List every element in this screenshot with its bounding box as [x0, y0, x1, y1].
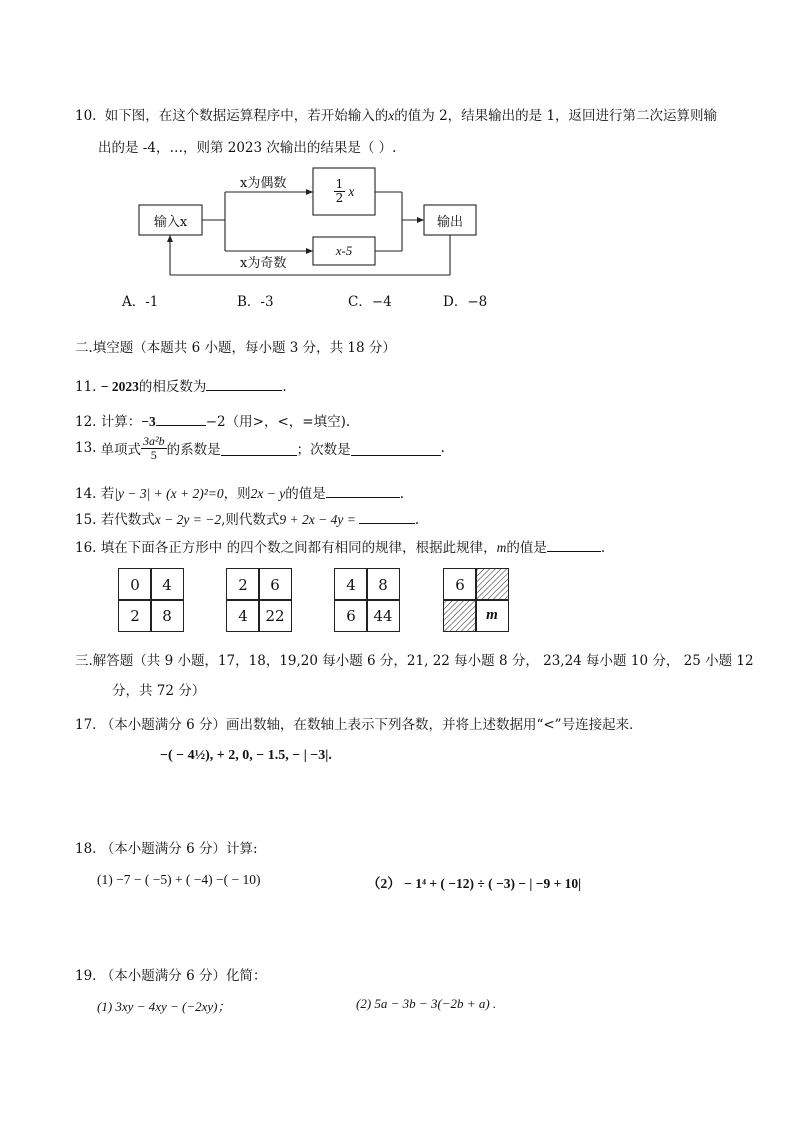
grid-cell: 2	[130, 606, 140, 625]
q11: 11. − 2023的相反数为 .	[75, 379, 287, 395]
q15-blank[interactable]	[359, 523, 415, 524]
grid-cell-m: m	[486, 607, 498, 623]
q13-blank-1[interactable]	[221, 441, 297, 456]
q13-blank-2[interactable]	[351, 441, 441, 456]
q17-numbers: −( − 4½), + 2, 0, − 1.5, − | −3|.	[160, 748, 332, 763]
grid-cell: 8	[162, 606, 172, 625]
grid-cell: 6	[270, 575, 280, 594]
flow-half-box: $\frac{1}{2}$ x	[335, 177, 355, 205]
grid-cell: 4	[238, 606, 248, 625]
q10-line2: 出的是 -4，…，则第 2023 次输出的结果是（ ）.	[98, 140, 397, 156]
q14-blank[interactable]	[326, 497, 400, 498]
q16-grid-1	[118, 568, 184, 632]
q10-line1: 10. 如下图，在这个数据运算程序中，若开始输入的x的值为 2，结果输出的是 1，返回进行第二次运算则输	[75, 108, 718, 124]
grid-cell: 44	[373, 606, 393, 625]
q17: 17. （本小题满分 6 分）画出数轴，在数轴上表示下列各数，并将上述数据用“<”号连接起来．	[75, 717, 643, 733]
q16: 16. 填在下面各正方形中 的四个数之间都有相同的规律，根据此规律，m的值是 .	[75, 540, 606, 556]
q15: 15. 若代数式x − 2y = −2,则代数式9 + 2x − 4y = .	[75, 512, 420, 528]
q19: 19. （本小题满分 6 分）化简：	[75, 968, 267, 984]
section3-title-line1: 三.解答题（共 9 小题，17，18，19,20 每小题 6 分，21, 22 每小题 8 分， 23,24 每小题 10 分， 25 小题 12	[75, 653, 754, 669]
grid-cell: 6	[455, 575, 465, 594]
flow-input-box: 输入x	[153, 214, 188, 230]
q10-flowchart	[130, 160, 480, 285]
section2-title: 二.填空题（本题共 6 小题，每小题 3 分，共 18 分）	[75, 340, 396, 356]
q10-option-c[interactable]: C．−4	[348, 294, 392, 310]
q10-option-a[interactable]: A．-1	[122, 294, 159, 310]
q14: 14. 若|y − 3| + (x + 2)²=0，则2x − y的值是 .	[75, 486, 405, 502]
q18-part1: (1) −7 − ( −5) + ( −4) −( − 10)	[97, 872, 261, 887]
flow-odd-label: x为奇数	[240, 256, 287, 271]
q10-option-b[interactable]: B．-3	[237, 294, 274, 310]
q12: 12. 计算：−3 −2（用>，<，=填空).	[75, 414, 351, 430]
q11-blank[interactable]	[206, 390, 282, 391]
q10-option-d[interactable]: D．−8	[443, 294, 488, 310]
grid-cell: 0	[130, 575, 140, 594]
q12-blank[interactable]	[156, 425, 206, 426]
q13: 13. 单项式 $\frac{\text{3a²b}}{5}$ 的系数是 ；次数是 .	[75, 434, 445, 462]
grid-cell: 2	[238, 575, 248, 594]
q16-grid-4	[443, 568, 509, 632]
q16-grid-3	[334, 568, 400, 632]
q18: 18. （本小题满分 6 分）计算:	[75, 841, 258, 857]
q16-blank[interactable]	[547, 551, 601, 552]
q19-part2: (2) 5a − 3b − 3(−2b + a) .	[356, 996, 497, 1011]
q18-part2: （2） − 1⁴ + ( −12) ÷ ( −3) − | −9 + 10|	[367, 876, 582, 891]
half-fraction: $\frac{1}{2}$	[335, 177, 344, 205]
grid-cell: 4	[346, 575, 356, 594]
flow-even-label: x为偶数	[240, 176, 287, 191]
q16-grid-2	[226, 568, 292, 632]
grid-cell: 22	[265, 606, 285, 625]
flow-minus5-box: x-5	[335, 243, 353, 258]
q19-part1: (1) 3xy − 4xy − (−2xy)；	[97, 999, 231, 1014]
grid-cell: 6	[346, 606, 356, 625]
q13-fraction: $\frac{\text{3a²b}}{5}$	[142, 434, 165, 462]
section3-title-line2: 分，共 72 分）	[112, 683, 206, 699]
flow-output-box: 输出	[436, 214, 463, 230]
grid-cell: 8	[378, 575, 388, 594]
grid-cell: 4	[162, 575, 172, 594]
